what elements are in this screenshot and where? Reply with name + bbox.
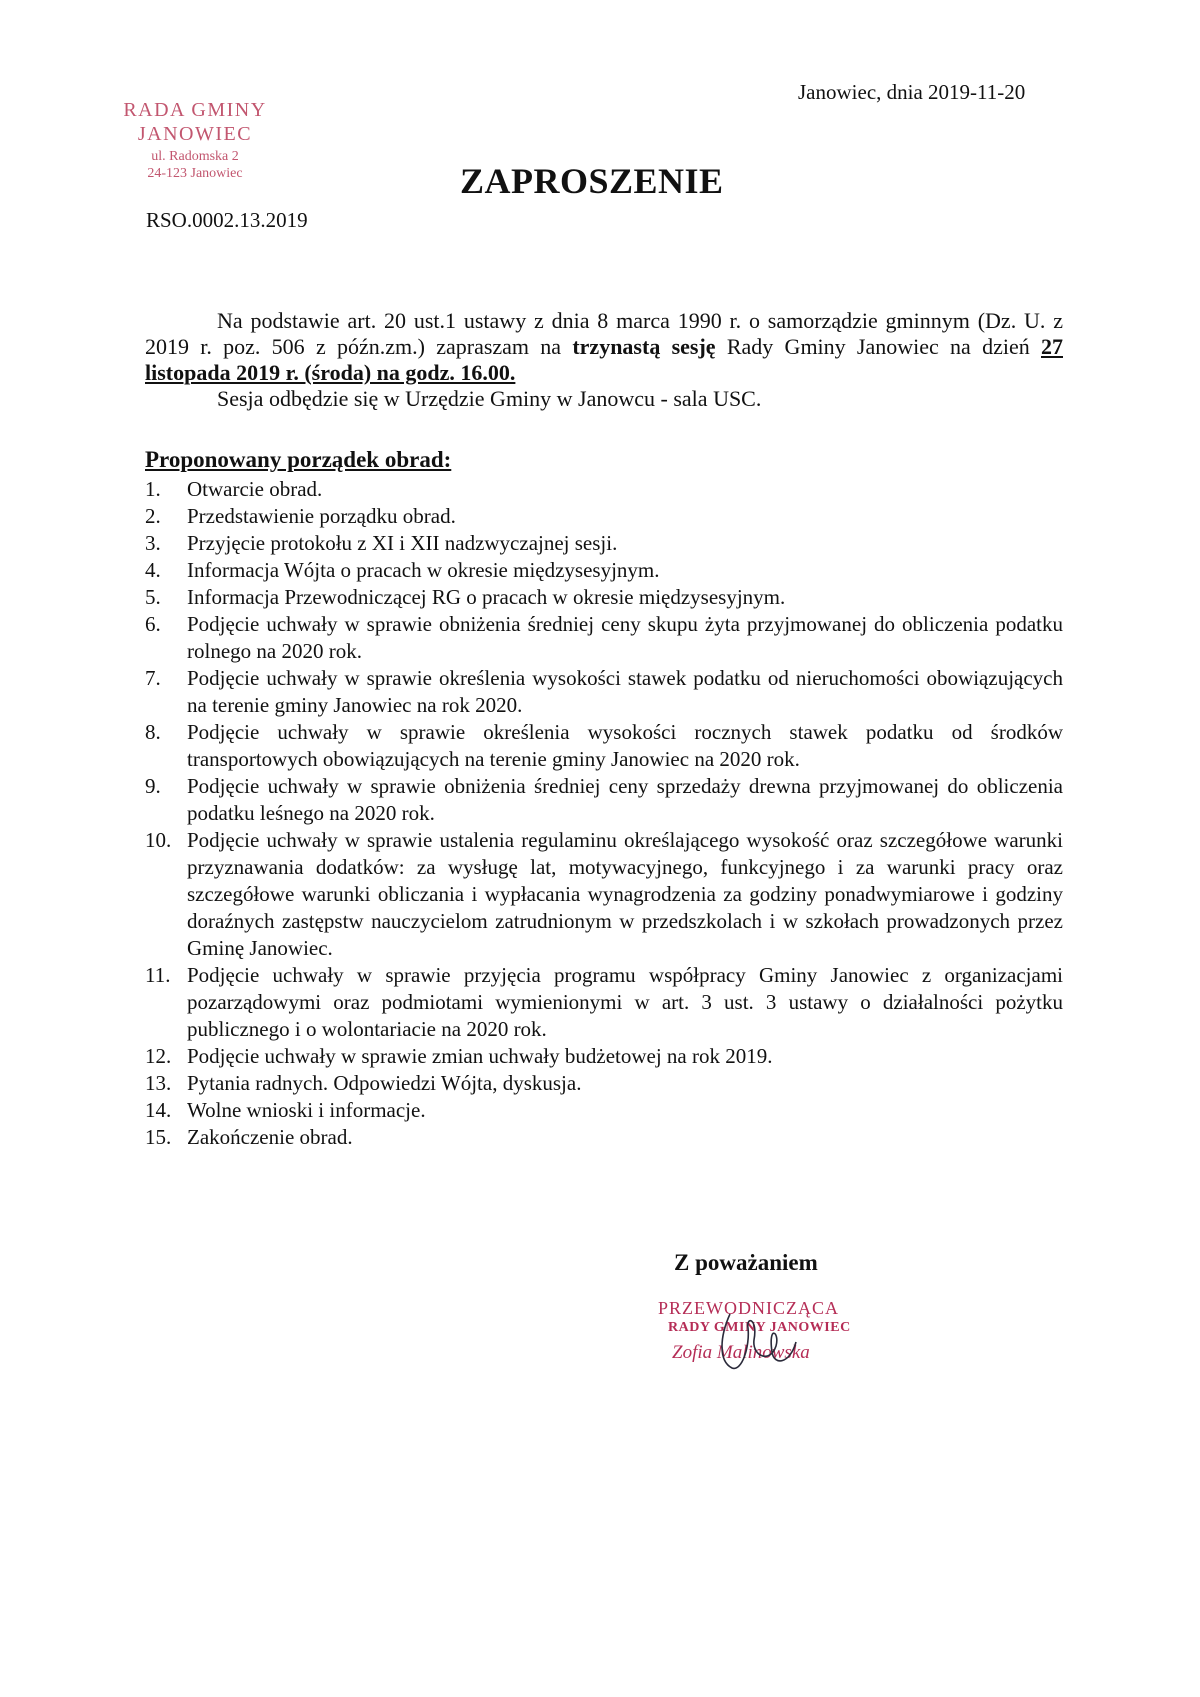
agenda-item xyxy=(145,773,1063,827)
reference-number: RSO.0002.13.2019 xyxy=(146,208,308,232)
invitation-body xyxy=(145,308,1063,412)
agenda-item xyxy=(145,557,1063,584)
agenda-item-text: Przedstawienie porządku obrad. xyxy=(187,504,456,528)
stamp-line-1: RADA GMINY xyxy=(123,99,267,121)
agenda-item xyxy=(145,503,1063,530)
intro-text-a: Na podstawie art. 20 ust.1 ustawy z dnia 8 marca 1990 r. o samorządzie gminnym (Dz. U. z 2019 r. poz. 506 z późn.zm.) zapraszam na xyxy=(145,308,1063,359)
agenda-item xyxy=(145,719,1063,773)
agenda-heading: Proponowany porządek obrad: xyxy=(145,447,452,472)
agenda-item xyxy=(145,827,1063,962)
agenda-item xyxy=(145,665,1063,719)
session-datetime: 27 listopada 2019 r. (środa) na godz. 16.00. xyxy=(145,334,1063,385)
agenda-item-number: 14. xyxy=(145,1098,172,1122)
stamp-line-3: ul. Radomska 2 xyxy=(151,149,239,164)
agenda-item-text: Informacja Przewodniczącej RG o pracach w okresie międzysesyjnym. xyxy=(187,585,786,609)
session-location: Sesja odbędzie się w Urzędzie Gminy w Janowcu - sala USC. xyxy=(217,386,762,411)
agenda-item-text: Pytania radnych. Odpowiedzi Wójta, dyskusja. xyxy=(187,1071,582,1095)
agenda-item-number: 10. xyxy=(145,828,172,852)
agenda-item-number: 11. xyxy=(145,963,171,987)
agenda-item xyxy=(145,611,1063,665)
closing-text: Z poważaniem xyxy=(674,1250,818,1275)
agenda-item-number: 7. xyxy=(145,666,161,690)
invitation-paragraph xyxy=(145,308,1063,386)
stamp-line-2: JANOWIEC xyxy=(137,123,253,145)
document-date: Janowiec, dnia 2019-11-20 xyxy=(798,80,1026,104)
council-stamp xyxy=(112,98,278,182)
agenda-item-text: Informacja Wójta o pracach w okresie międzysesyjnym. xyxy=(187,558,660,582)
agenda-item xyxy=(145,530,1063,557)
session-number: trzynastą sesję xyxy=(572,334,716,359)
agenda-item-text: Przyjęcie protokołu z XI i XII nadzwyczajnej sesji. xyxy=(187,531,618,555)
agenda-item-text: Podjęcie uchwały w sprawie ustalenia regulaminu określającego wysokość oraz szczegółowe warunki przyznawania dodatków: za wysługę lat, motywacyjnego, funkcyjnego i za warunki pracy oraz szczegółowe warunki obliczania i wypłacania wynagrodzenia za godziny ponadwymiarowe i godziny doraźnych zastępstw nauczycielom zatrudnionym w przedszkolach i w szkołach prowadzonych przez Gminę Janowiec. xyxy=(187,828,1063,960)
agenda-item-text: Podjęcie uchwały w sprawie przyjęcia programu współpracy Gminy Janowiec z organizacjami pozarządowymi oraz podmiotami wymienionymi w art. 3 ust. 3 ustawy o działalności pożytku publicznego i o wolontariacie na 2020 rok. xyxy=(187,963,1063,1041)
agenda-item-text: Wolne wnioski i informacje. xyxy=(187,1098,426,1122)
stamp-line-4: 24-123 Janowiec xyxy=(147,166,243,181)
agenda-item xyxy=(145,1043,1063,1070)
agenda-item xyxy=(145,1097,1063,1124)
signature-name: Zofia Malinowska xyxy=(672,1342,810,1363)
agenda-item-number: 3. xyxy=(145,531,161,555)
handwritten-signature-icon xyxy=(710,1306,820,1376)
agenda-item-text: Zakończenie obrad. xyxy=(187,1125,353,1149)
agenda-item-number: 12. xyxy=(145,1044,172,1068)
agenda-item-text: Podjęcie uchwały w sprawie obniżenia średniej ceny sprzedaży drewna przyjmowanej do obliczenia podatku leśnego na 2020 rok. xyxy=(187,774,1063,825)
agenda-item-text: Otwarcie obrad. xyxy=(187,477,323,501)
agenda-list xyxy=(145,476,1063,1151)
signature-line-2: RADY GMINY JANOWIEC xyxy=(668,1320,851,1335)
agenda-item xyxy=(145,1124,1063,1151)
agenda-item-number: 8. xyxy=(145,720,161,744)
agenda-item xyxy=(145,476,1063,503)
agenda-item-text: Podjęcie uchwały w sprawie zmian uchwały budżetowej na rok 2019. xyxy=(187,1044,773,1068)
agenda-item-number: 4. xyxy=(145,558,161,582)
agenda-item xyxy=(145,1070,1063,1097)
agenda-item-number: 2. xyxy=(145,504,161,528)
agenda-item-number: 6. xyxy=(145,612,161,636)
intro-text-b: Rady Gminy Janowiec na dzień xyxy=(715,334,1041,359)
agenda-item-number: 15. xyxy=(145,1125,172,1149)
signature-line-1: PRZEWODNICZĄCA xyxy=(658,1298,839,1318)
agenda-item-number: 13. xyxy=(145,1071,172,1095)
agenda-item xyxy=(145,962,1063,1043)
agenda-item-number: 9. xyxy=(145,774,161,798)
agenda-item-text: Podjęcie uchwały w sprawie określenia wysokości stawek podatku od nieruchomości obowiązujących na terenie gminy Janowiec na rok 2020. xyxy=(187,666,1063,717)
agenda-item-number: 1. xyxy=(145,477,161,501)
document-title: ZAPROSZENIE xyxy=(460,161,724,201)
agenda-item xyxy=(145,584,1063,611)
agenda-item-number: 5. xyxy=(145,585,161,609)
agenda-item-text: Podjęcie uchwały w sprawie obniżenia średniej ceny skupu żyta przyjmowanej do obliczenia podatku rolnego na 2020 rok. xyxy=(187,612,1063,663)
agenda-item-text: Podjęcie uchwały w sprawie określenia wysokości rocznych stawek podatku od środków transportowych obowiązujących na terenie gminy Janowiec na 2020 rok. xyxy=(187,720,1063,771)
